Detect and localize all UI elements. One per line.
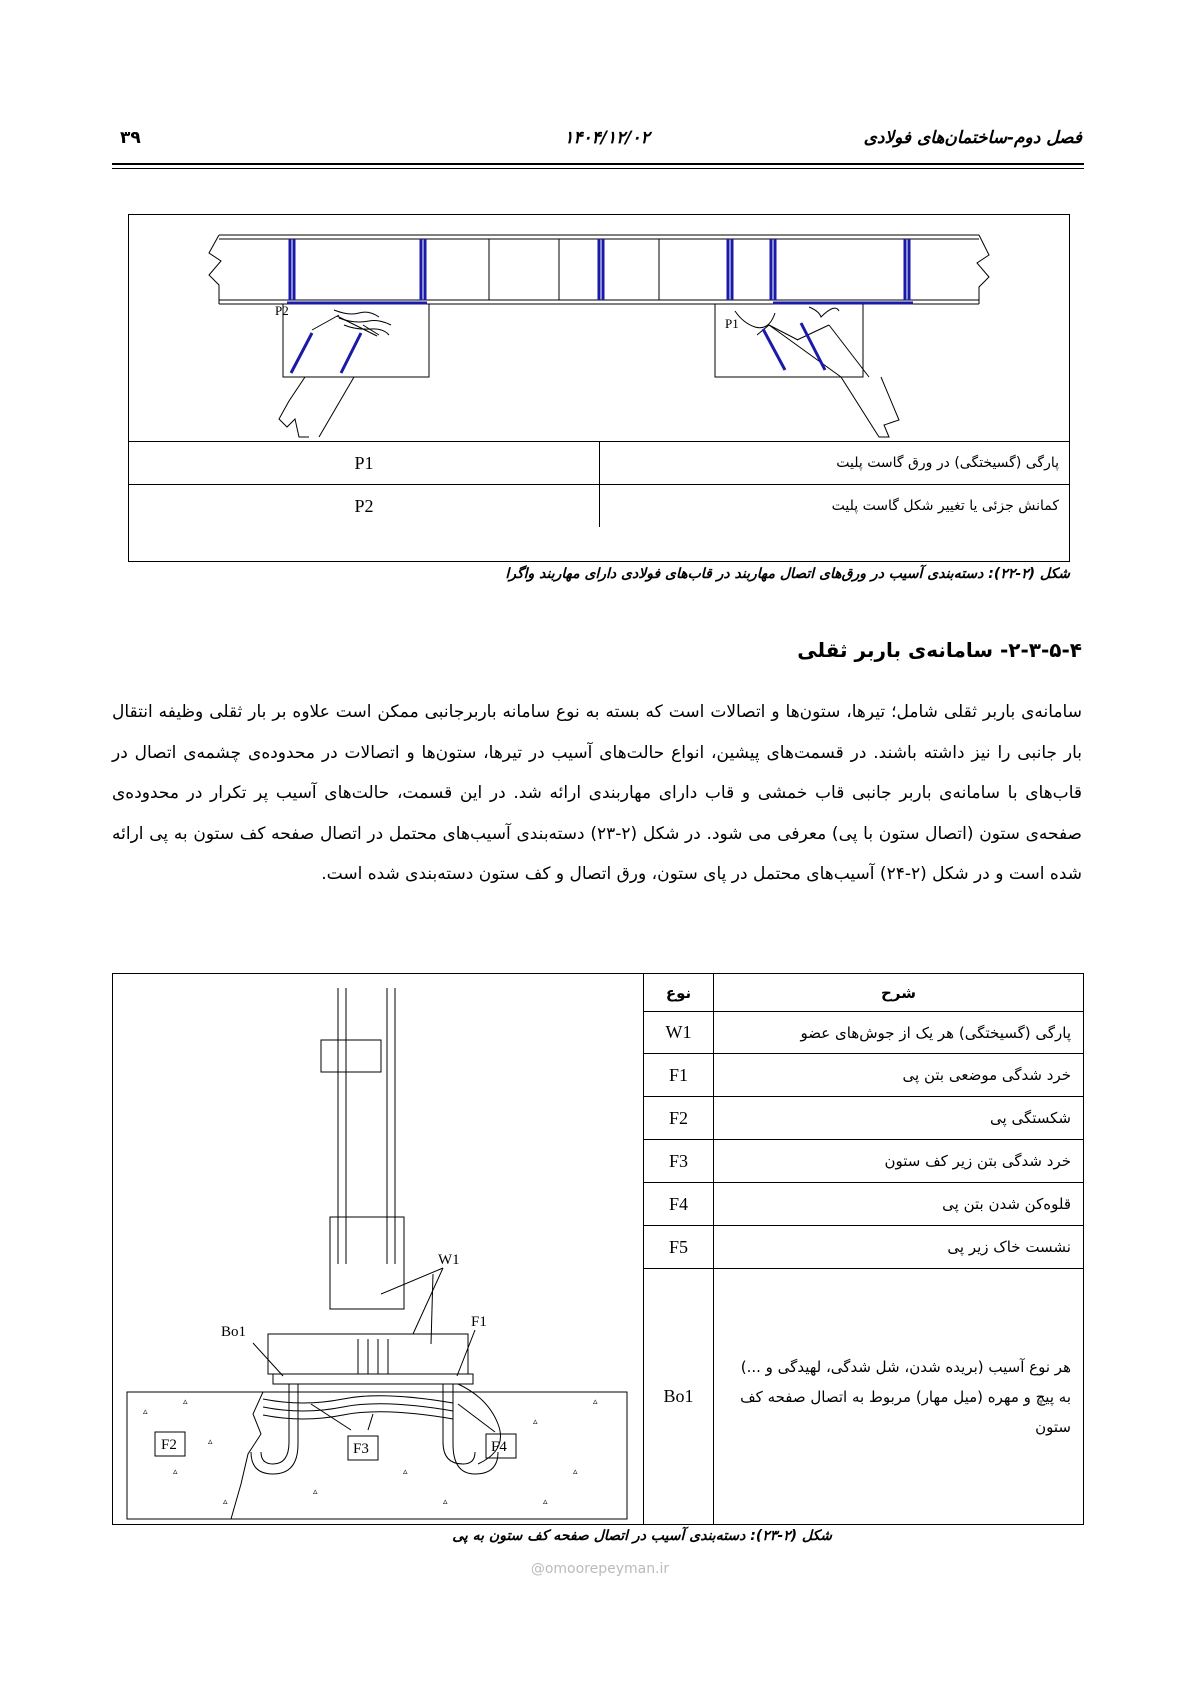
damage-description: پارگی (گسیختگی) هر یک از جوش‌های عضو	[800, 1023, 1071, 1042]
damage-description: شکستگی پی	[990, 1109, 1071, 1127]
svg-text:▵: ▵	[533, 1417, 538, 1427]
figure-23	[112, 973, 1084, 1525]
table-row	[644, 1140, 1084, 1183]
label-p2: P2	[275, 303, 289, 318]
svg-text:▵: ▵	[443, 1497, 448, 1507]
damage-code: F2	[644, 1097, 714, 1139]
svg-text:▵: ▵	[208, 1437, 213, 1447]
brace-gusset-diagram	[129, 215, 1069, 479]
header-date: ۱۴۰۴/۱۲/۰۲	[564, 128, 650, 148]
table-row	[644, 1097, 1084, 1140]
damage-code: P1	[354, 453, 374, 473]
section-title: ۲-۳-۵-۴- سامانه‌ی باربر ثقلی	[797, 638, 1082, 662]
header-rule	[112, 163, 1084, 165]
table-row	[129, 484, 1069, 527]
table-row	[644, 1183, 1084, 1226]
body-paragraph: سامانه‌ی باربر ثقلی شامل؛ تیرها، ستون‌ها و اتصالات است که بسته به نوع سامانه باربرجانبی ممکن است علاوه بر بار ثقلی وظیفه انتقال بار جانبی را نیز داشته باشند. در قسمت‌های پیشین، انواع حالت‌های آسیب در تیرها، ستون‌ها و اتصالات در محدوده‌ی چشمه‌ی اتصال در قاب‌های با سامانه‌ی باربر جانبی قاب خمشی و قاب دارای مهاربندی ارائه شد. در این قسمت، حالت‌های آسیب پر تکرار در محدوده‌ی صفحه‌ی ستون (اتصال ستون با پی) معرفی می شود. در شکل (۲-۲۳) دسته‌بندی آسیب‌های محتمل در اتصال صفحه کف ستون به پی ارائه شده است و در شکل (۲-۲۴) آسیب‌های محتمل در پای ستون، ورق اتصال و کف ستون دسته‌بندی شده است.	[112, 702, 1082, 884]
label-bo1: Bo1	[221, 1324, 247, 1340]
damage-description: خرد شدگی بتن زیر کف ستون	[884, 1152, 1071, 1170]
svg-text:▵: ▵	[543, 1497, 548, 1507]
svg-text:▵: ▵	[593, 1397, 598, 1407]
svg-text:▵: ▵	[173, 1467, 178, 1477]
svg-text:▵: ▵	[143, 1407, 148, 1417]
table-row	[644, 1054, 1084, 1097]
watermark: @omoorepeyman.ir	[530, 1561, 670, 1577]
damage-code: W1	[644, 1012, 714, 1053]
damage-description: قلوه‌کن شدن بتن پی	[942, 1195, 1071, 1213]
label-f4: F4	[491, 1439, 507, 1455]
svg-text:▵: ▵	[403, 1467, 408, 1477]
damage-code: F5	[644, 1226, 714, 1268]
header-code: نوع	[644, 974, 714, 1011]
damage-description: کمانش جزئی یا تغییر شکل گاست پلیت	[599, 485, 1069, 527]
damage-description: هر نوع آسیب (بریده شدن، شل شدگی، لهیدگی و ...) به پیچ و مهره (میل مهار) مربوط به اتصال صفحه کف ستون	[740, 1357, 1071, 1436]
label-f1: F1	[471, 1314, 487, 1330]
table-row	[644, 1226, 1084, 1269]
figure-23-caption: شکل (۲-۲۳): دسته‌بندی آسیب در اتصال صفحه کف ستون به پی	[452, 1528, 832, 1544]
chapter-title: فصل دوم-ساختمان‌های فولادی	[863, 128, 1082, 148]
label-f3: F3	[353, 1441, 369, 1457]
header-description: شرح	[881, 983, 916, 1002]
damage-description: خرد شدگی موضعی بتن پی	[902, 1066, 1071, 1084]
label-w1: W1	[438, 1252, 460, 1268]
page-header	[112, 128, 1082, 154]
damage-code: Bo1	[644, 1269, 714, 1524]
damage-table	[643, 974, 1083, 1524]
table-row	[644, 1012, 1084, 1054]
damage-description: نشست خاک زیر پی	[947, 1238, 1071, 1256]
svg-text:▵: ▵	[223, 1497, 228, 1507]
svg-text:▵: ▵	[183, 1397, 188, 1407]
figure-22	[128, 214, 1070, 562]
header-rule-thin	[112, 168, 1084, 169]
damage-code: F4	[644, 1183, 714, 1225]
table-row	[129, 441, 1069, 484]
damage-code: F1	[644, 1054, 714, 1096]
svg-text:▵: ▵	[573, 1467, 578, 1477]
column-base-diagram	[113, 974, 643, 1524]
page-number: ۳۹	[120, 128, 141, 148]
label-p1: P1	[725, 316, 739, 331]
damage-code: P2	[354, 496, 374, 516]
table-row	[644, 1269, 1084, 1524]
table-header-row	[644, 974, 1084, 1012]
svg-text:▵: ▵	[313, 1487, 318, 1497]
damage-code: F3	[644, 1140, 714, 1182]
damage-description: پارگی (گسیختگی) در ورق گاست پلیت	[599, 442, 1069, 484]
figure-22-caption: شکل (۲-۲۲): دسته‌بندی آسیب در ورق‌های اتصال مهاربند در قاب‌های فولادی دارای مهاربند واگرا	[505, 566, 1070, 582]
label-f2: F2	[161, 1437, 177, 1453]
